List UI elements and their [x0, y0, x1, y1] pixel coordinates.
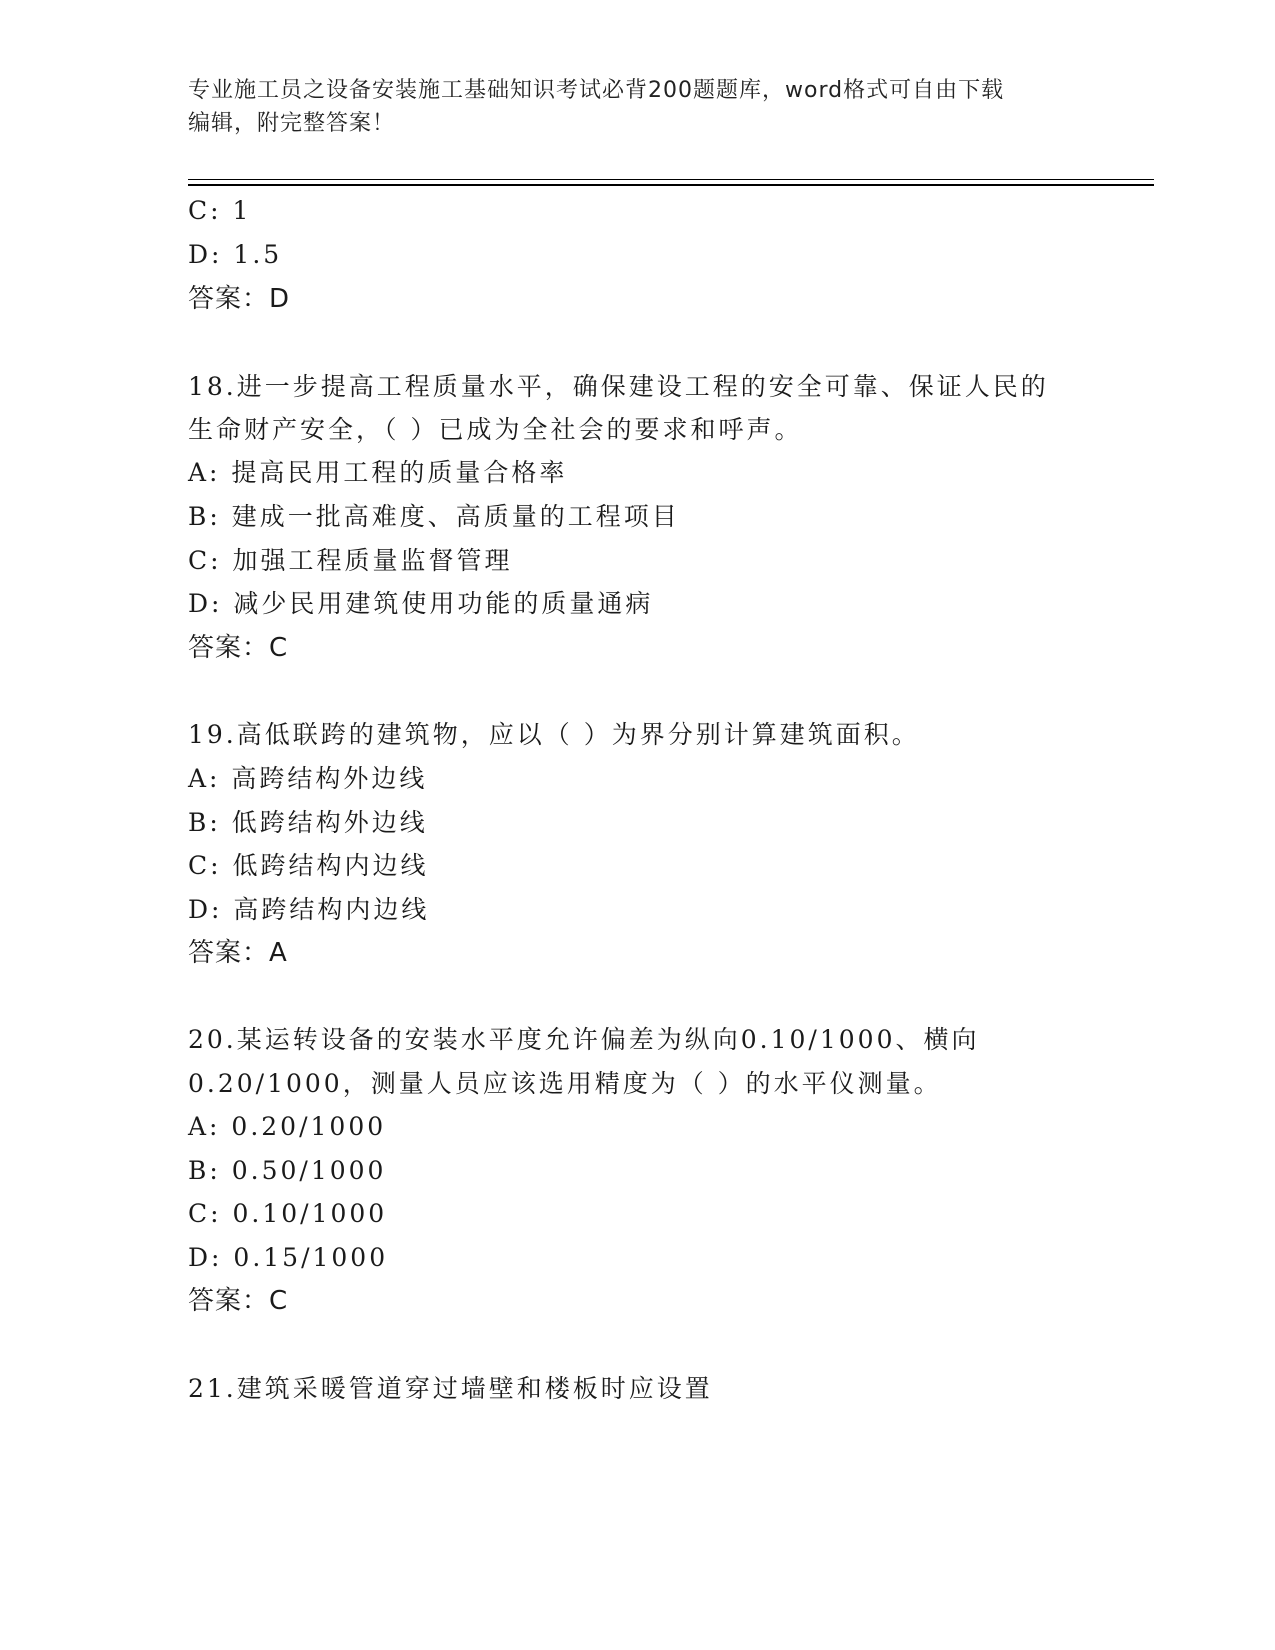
q20-stem-line-1: 20.某运转设备的安装水平度允许偏差为纵向0.10/1000、横向	[188, 1025, 980, 1054]
prev-answer: 答案：D	[188, 284, 291, 314]
q18-option-a: A: 提高民用工程的质量合格率	[188, 458, 568, 487]
prev-option-d: D: 1.5	[188, 240, 283, 269]
q19-option-b: B: 低跨结构外边线	[188, 808, 428, 837]
q19-option-d: D: 高跨结构内边线	[188, 895, 430, 924]
q19-option-a: A: 高跨结构外边线	[188, 764, 428, 793]
header-title-line-1: 专业施工员之设备安装施工基础知识考试必背200题题库，word格式可自由下载	[188, 78, 1005, 103]
q18-option-c: C: 加强工程质量监督管理	[188, 546, 513, 575]
header-title-line-2: 编辑，附完整答案！	[188, 111, 396, 136]
q20-option-c: C: 0.10/1000	[188, 1199, 388, 1228]
q19-answer: 答案：A	[188, 938, 288, 968]
header-divider-top	[188, 179, 1154, 180]
q18-stem-line-2: 生命财产安全，（ ）已成为全社会的要求和呼声。	[188, 415, 803, 444]
header-divider-bottom	[188, 184, 1154, 186]
q19-option-c: C: 低跨结构内边线	[188, 851, 429, 880]
q18-answer: 答案：C	[188, 633, 289, 663]
q21-stem-line-1: 21.建筑采暖管道穿过墙壁和楼板时应设置	[188, 1374, 713, 1403]
q18-option-d: D: 减少民用建筑使用功能的质量通病	[188, 589, 654, 618]
q20-option-b: B: 0.50/1000	[188, 1156, 387, 1185]
q18-stem-line-1: 18.进一步提高工程质量水平，确保建设工程的安全可靠、保证人民的	[188, 372, 1049, 401]
q20-option-d: D: 0.15/1000	[188, 1243, 389, 1272]
q20-option-a: A: 0.20/1000	[188, 1112, 387, 1141]
q20-stem-line-2: 0.20/1000，测量人员应该选用精度为（ ）的水平仪测量。	[188, 1069, 942, 1098]
q19-stem-line-1: 19.高低联跨的建筑物，应以（ ）为界分别计算建筑面积。	[188, 720, 920, 749]
document-header	[188, 74, 1088, 140]
q18-option-b: B: 建成一批高难度、高质量的工程项目	[188, 502, 680, 531]
q20-answer: 答案：C	[188, 1286, 289, 1316]
prev-option-c: C: 1	[188, 196, 252, 225]
